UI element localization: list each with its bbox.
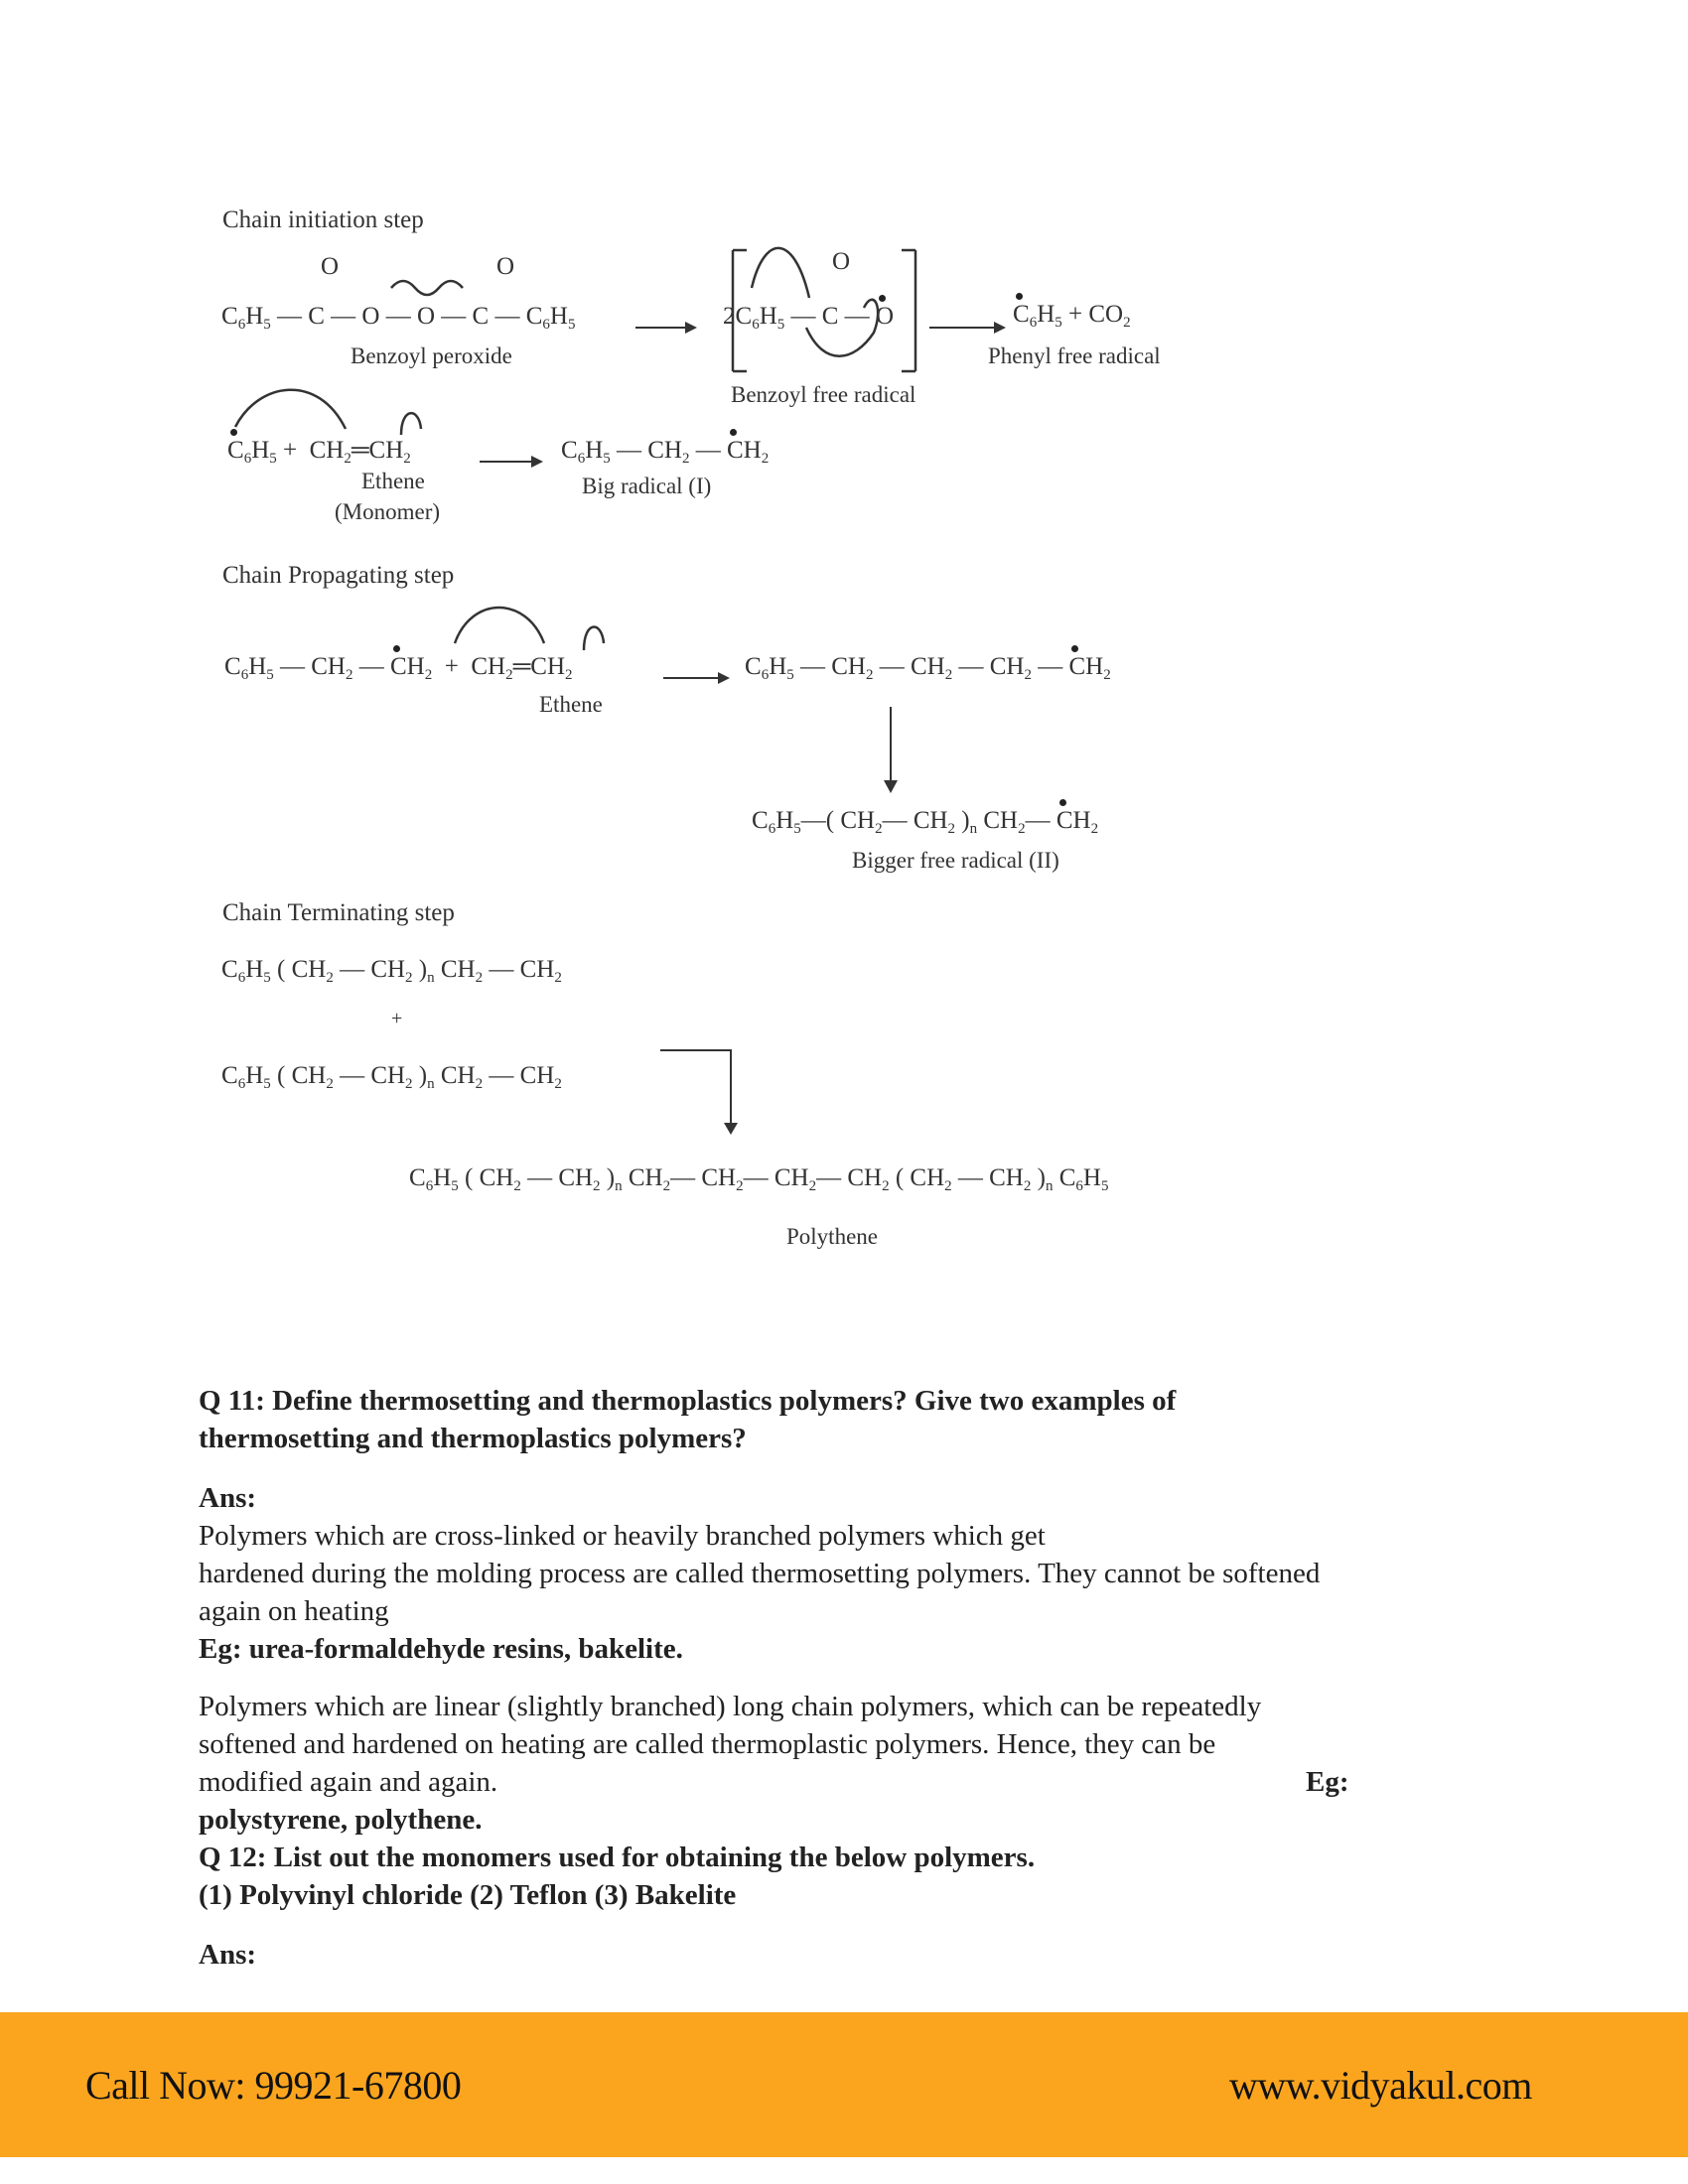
bond-cleavage-wave-icon: [391, 281, 463, 295]
termination-heading: Chain Terminating step: [222, 899, 455, 926]
q12-question: [199, 1839, 1509, 1914]
carbonyl-oxygen-3: O: [832, 248, 851, 275]
q12-question-line-2: (1) Polyvinyl chloride (2) Teflon (3) Bakelite: [199, 1879, 737, 1911]
curved-arrow-icon: [455, 608, 544, 643]
right-bracket-icon: [902, 250, 915, 371]
q11-p1-line-1: Polymers which are cross-linked or heavily branched polymers which get: [199, 1520, 1046, 1552]
benzoyl-peroxide-formula: $C_6H_5$ — C — O — O — C — $C_6H_5$: [221, 303, 576, 333]
polythene-label: Polythene: [786, 1224, 878, 1249]
q11-question-line-1: Q 11: Define thermosetting and thermoplastics polymers? Give two examples of: [199, 1385, 1177, 1417]
q11-ans-label: Ans:: [199, 1482, 257, 1514]
footer-banner: [0, 2012, 1688, 2157]
carbonyl-oxygen-2: O: [496, 253, 515, 280]
curved-arrow-icon: [235, 390, 346, 429]
q11-p1-line-2: hardened during the molding process are called thermosetting polymers. They cannot be softened: [199, 1558, 1321, 1589]
bigger-radical-formula: $C_6H_5—$( $CH_2—$ $CH_2$ )$_n$ $CH_2—$ $CH_2$: [752, 807, 1099, 837]
reaction-arrow-1: [628, 319, 703, 337]
q11-answer-paragraph-1: [199, 1517, 1509, 1668]
q11-example-thermosetting: Eg: urea-formaldehyde resins, bakelite.: [199, 1633, 683, 1665]
phenyl-radical-products: $C_6H_5 + CO_2$: [1013, 301, 1131, 331]
curved-arrow-icon: [752, 248, 809, 298]
ethene-label-1: Ethene: [361, 469, 425, 493]
q12-question-line-1: Q 12: List out the monomers used for obtaining the below polymers.: [199, 1842, 1036, 1873]
ethene-label-2: Ethene: [539, 692, 603, 717]
q12-ans-label: Ans:: [199, 1939, 257, 1971]
propagation-reactants: $C_6H_5$ — $CH_2$ — $CH_2$ + $CH_2═CH_2$: [224, 653, 573, 683]
q11-p2-line-2: softened and hardened on heating are called thermoplastic polymers. Hence, they can be: [199, 1728, 1216, 1760]
q11-p1-line-3: again on heating: [199, 1595, 389, 1627]
q11-answer-paragraph-2: [199, 1688, 1509, 1839]
benzoyl-peroxide-label: Benzoyl peroxide: [351, 343, 512, 368]
reaction-arrow-4: [655, 669, 736, 687]
monomer-label: (Monomer): [335, 499, 441, 524]
bigger-radical-label: Bigger free radical (II): [852, 848, 1059, 873]
polythene-formula: $C_6H_5$ ( $CH_2$ — $CH_2$ )$_n$ $CH_2—$ $CH_2—$ $CH_2—$ $CH_2$ ( $CH_2$ — $CH_2$ )$_n$ $C_6H_5$: [409, 1164, 1109, 1194]
radical-coefficient: 2: [723, 303, 736, 330]
phenyl-plus-ethene: $C_6H_5$ + $CH_2═CH_2$: [227, 437, 411, 467]
q11-p2-line-1: Polymers which are linear (slightly branched) long chain polymers, which can be repeatedly: [199, 1691, 1262, 1722]
initiation-heading: Chain initiation step: [222, 206, 424, 233]
bent-arrow-horizontal: [660, 1049, 732, 1051]
reaction-arrow-3: [472, 453, 549, 471]
benzoyl-radical-label: Benzoyl free radical: [731, 382, 916, 407]
termination-chain-1: $C_6H_5$ ( $CH_2$ — $CH_2$ )$_n$ $CH_2$ — $CH_2$: [221, 956, 562, 986]
big-radical-formula: $C_6H_5$ — $CH_2$ — $CH_2$: [561, 437, 770, 467]
termination-plus: +: [391, 1008, 403, 1029]
reaction-arrow-2: [921, 319, 1012, 337]
call-now-text[interactable]: Call Now: 99921-67800: [85, 2063, 462, 2108]
website-link[interactable]: www.vidyakul.com: [1229, 2063, 1532, 2108]
q11-example-thermoplastic: polystyrene, polythene.: [199, 1804, 483, 1836]
q11-question-line-2: thermosetting and thermoplastics polymers?: [199, 1423, 747, 1454]
bent-arrow-head: [724, 1123, 738, 1135]
curved-arrow-icon: [401, 413, 421, 435]
oxygen-radical: O: [875, 303, 894, 330]
big-radical-label: Big radical (I): [582, 474, 712, 498]
q11-question: [199, 1382, 1509, 1457]
bent-arrow-vertical: [730, 1049, 732, 1129]
down-arrow-shaft: [890, 707, 892, 786]
propagation-heading: Chain Propagating step: [222, 562, 455, 589]
q11-example-label: Eg:: [1306, 1766, 1349, 1798]
propagation-product: $C_6H_5$ — $CH_2$ — $CH_2$ — $CH_2$ — $CH_2$: [745, 653, 1111, 683]
curved-arrow-icon: [584, 627, 604, 650]
phenyl-radical-label: Phenyl free radical: [988, 343, 1161, 368]
benzoyl-radical-formula: $2C_6H_5$ — C — O: [723, 303, 894, 333]
termination-chain-2: $C_6H_5$ ( $CH_2$ — $CH_2$ )$_n$ $CH_2$ — $CH_2$: [221, 1062, 562, 1092]
carbonyl-oxygen-1: O: [321, 253, 340, 280]
down-arrow-head: [884, 780, 898, 793]
q11-p2-line-3: modified again and again.: [199, 1766, 498, 1798]
